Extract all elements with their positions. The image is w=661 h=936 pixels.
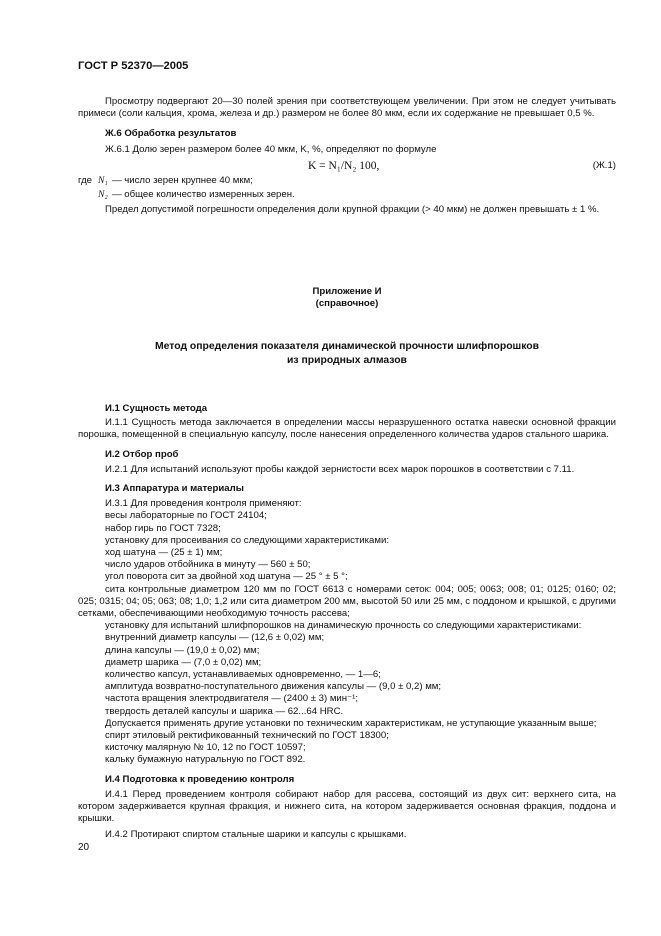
list-item: внутренний диаметр капсулы — (12,6 ± 0,02) мм; [105, 632, 325, 644]
document-page [78, 60, 616, 920]
where-n2 [78, 189, 616, 201]
appendix-title-line2: из природных алмазов [287, 354, 407, 366]
symbol-n1: N₁ [98, 174, 108, 186]
list-item: кальку бумажную натуральную по ГОСТ 892. [105, 754, 306, 766]
list-item: Допускается применять другие установки по техническим характеристикам, не уступающие указанным выше; [105, 717, 597, 729]
heading-zh-6: Ж.6 Обработка результатов [105, 128, 237, 140]
definition-n2: — общее количество измеренных зерен. [112, 189, 295, 201]
list-item: И.3.1 Для проведения контроля применяют: [105, 498, 302, 510]
paragraph-i-2-1: И.2.1 Для испытаний используют пробы каждой зернистости всех марок порошков в соответствии с 7.11. [105, 463, 575, 475]
paragraph-i-4-1: И.4.1 Перед проведением контроля собирают набор для рассева, состоящий из двух сит: верхнего сита, на котором задерживается крупная фракция, и нижнего сита, на котором задерживается основная фракция, поддона и крышки. [78, 788, 616, 825]
list-item: число ударов отбойника в минуту — 560 ± 50; [105, 559, 311, 571]
list-item: весы лабораторные по ГОСТ 24104; [105, 510, 267, 522]
list-item: количество капсул, устанавливаемых одновременно, — 1—6; [105, 669, 381, 681]
appendix-type: (справочное) [315, 298, 379, 310]
formula-number: (Ж.1) [592, 159, 616, 171]
list-item: длина капсулы — (19,0 ± 0,02) мм; [105, 644, 260, 656]
section-zh [78, 96, 616, 216]
list-item: амплитуда возвратно-поступательного движения капсулы — (9,0 ± 0,2) мм; [105, 681, 442, 693]
list-item: диаметр шарика — (7,0 ± 0,02) мм; [105, 656, 262, 668]
where-label: где [78, 174, 93, 186]
heading-i-4: И.4 Подготовка к проведению контроля [105, 773, 295, 785]
appendix-header [78, 286, 616, 310]
symbol-n2: N₂ [98, 189, 108, 201]
appendix-title [78, 340, 616, 367]
list-item: ход шатуна — (25 ± 1) мм; [105, 547, 223, 559]
appendix-label: Приложение И [312, 286, 382, 297]
where-n1 [78, 175, 616, 187]
list-item: спирт этиловый ректификованный технический по ГОСТ 18300; [105, 730, 389, 742]
document-header: ГОСТ Р 52370—2005 [78, 60, 189, 72]
heading-i-1: И.1 Сущность метода [105, 403, 208, 414]
list-item: частота вращения электродвигателя — (2400 ± 3) мин⁻¹; [105, 693, 359, 705]
paragraph-limit: Предел допустимой погрешности определения доли крупной фракции (> 40 мкм) не должен превышать ± 1 %. [105, 204, 600, 216]
list-item: установку для испытаний шлифпорошков на динамическую прочность со следующими характеристиками: [105, 620, 582, 632]
list-item: установку для просеивания со следующими характеристиками: [105, 534, 389, 546]
formula-zh-1 [78, 158, 616, 175]
list-item: твердость деталей капсулы и шарика — 62...64 HRC. [105, 705, 344, 717]
list-item-sieves: сита контрольные диаметром 120 мм по ГОСТ 6613 с номерами сеток: 004; 005; 0063; 008; 01; 0125; 0160; 02; 025; 0315; 04; 05; 063; 08; 1,0; 1,2 или сита диаметром 200 мм, высотой 50 или 25 мм, с поддоном и крышкой, с другими сетками, обеспечивающими необходимую точность рассева; [78, 583, 616, 620]
page-number: 20 [78, 842, 90, 853]
list-item: кисточку малярную № 10, 12 по ГОСТ 10597; [105, 742, 306, 754]
formula-expression: K = N₁/N₂ 100, [308, 159, 380, 172]
heading-i-2: И.2 Отбор проб [105, 448, 179, 460]
list-item: угол поворота сит за двойной ход шатуна — 25 ° ± 5 °; [105, 571, 348, 583]
section-i [78, 401, 616, 841]
paragraph-zh-5: Просмотру подвергают 20—30 полей зрения при соответствующем увеличении. При этом не следует учитывать примеси (соли кальция, хрома, железа и др.) размером не более 80 мкм, если их содержание не превышает 0,5 %. [78, 96, 616, 120]
list-item: набор гирь по ГОСТ 7328; [105, 522, 221, 534]
paragraph-zh-6-1: Ж.6.1 Долю зерен размером более 40 мкм, K, %, определяют по формуле [105, 143, 437, 155]
appendix-title-line1: Метод определения показателя динамической прочности шлифпорошков [154, 341, 539, 352]
paragraph-i-1-1: И.1.1 Сущность метода заключается в определении массы неразрушенного остатка навески основной фракции порошка, помещенной в специальную капсулу, после нанесения определенного количества ударов стального шарика. [78, 417, 616, 441]
definition-n1: — число зерен крупнее 40 мкм; [112, 174, 253, 186]
paragraph-i-4-2: И.4.2 Протирают спиртом стальные шарики и капсулы с крышками. [105, 828, 407, 840]
heading-i-3: И.3 Аппаратура и материалы [105, 483, 244, 495]
